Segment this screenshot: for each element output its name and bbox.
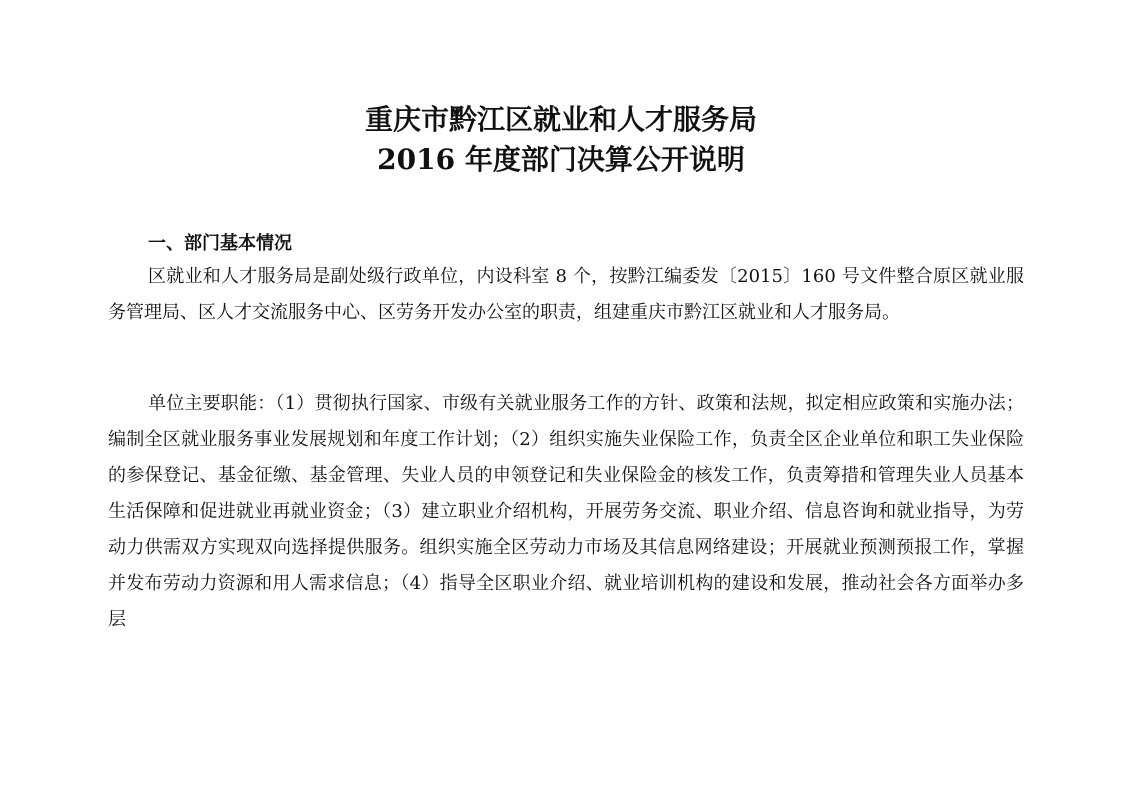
document-title-line2: 2016 年度部门决算公开说明 bbox=[377, 143, 745, 176]
section-heading: 一、部门基本情况 bbox=[148, 233, 292, 254]
paragraph-department-overview: 区就业和人才服务局是副处级行政单位，内设科室 8 个，按黔江编委发〔2015〕160 号文件整合原区就业服务管理局、区人才交流服务中心、区劳务开发办公室的职责，组建重庆市黔江区就业和人才服务局。 bbox=[108, 266, 1024, 323]
document-title-line1: 重庆市黔江区就业和人才服务局 bbox=[364, 103, 757, 136]
paragraph-main-functions: 单位主要职能：（1）贯彻执行国家、市级有关就业服务工作的方针、政策和法规，拟定相应政策和实施办法；编制全区就业服务事业发展规划和年度工作计划；（2）组织实施失业保险工作，负责全区企业单位和职工失业保险的参保登记、基金征缴、基金管理、失业人员的申领登记和失业保险金的核发工作，负责筹措和管理失业人员基本生活保障和促进就业再就业资金；（3）建立职业介绍机构，开展劳务交流、职业介绍、信息咨询和就业指导，为劳动力供需双方实现双向选择提供服务。组织实施全区劳动力市场及其信息网络建设；开展就业预测预报工作，掌握并发布劳动力资源和用人需求信息；（4）指导全区职业介绍、就业培训机构的建设和发展，推动社会各方面举办多层 bbox=[108, 393, 1024, 630]
